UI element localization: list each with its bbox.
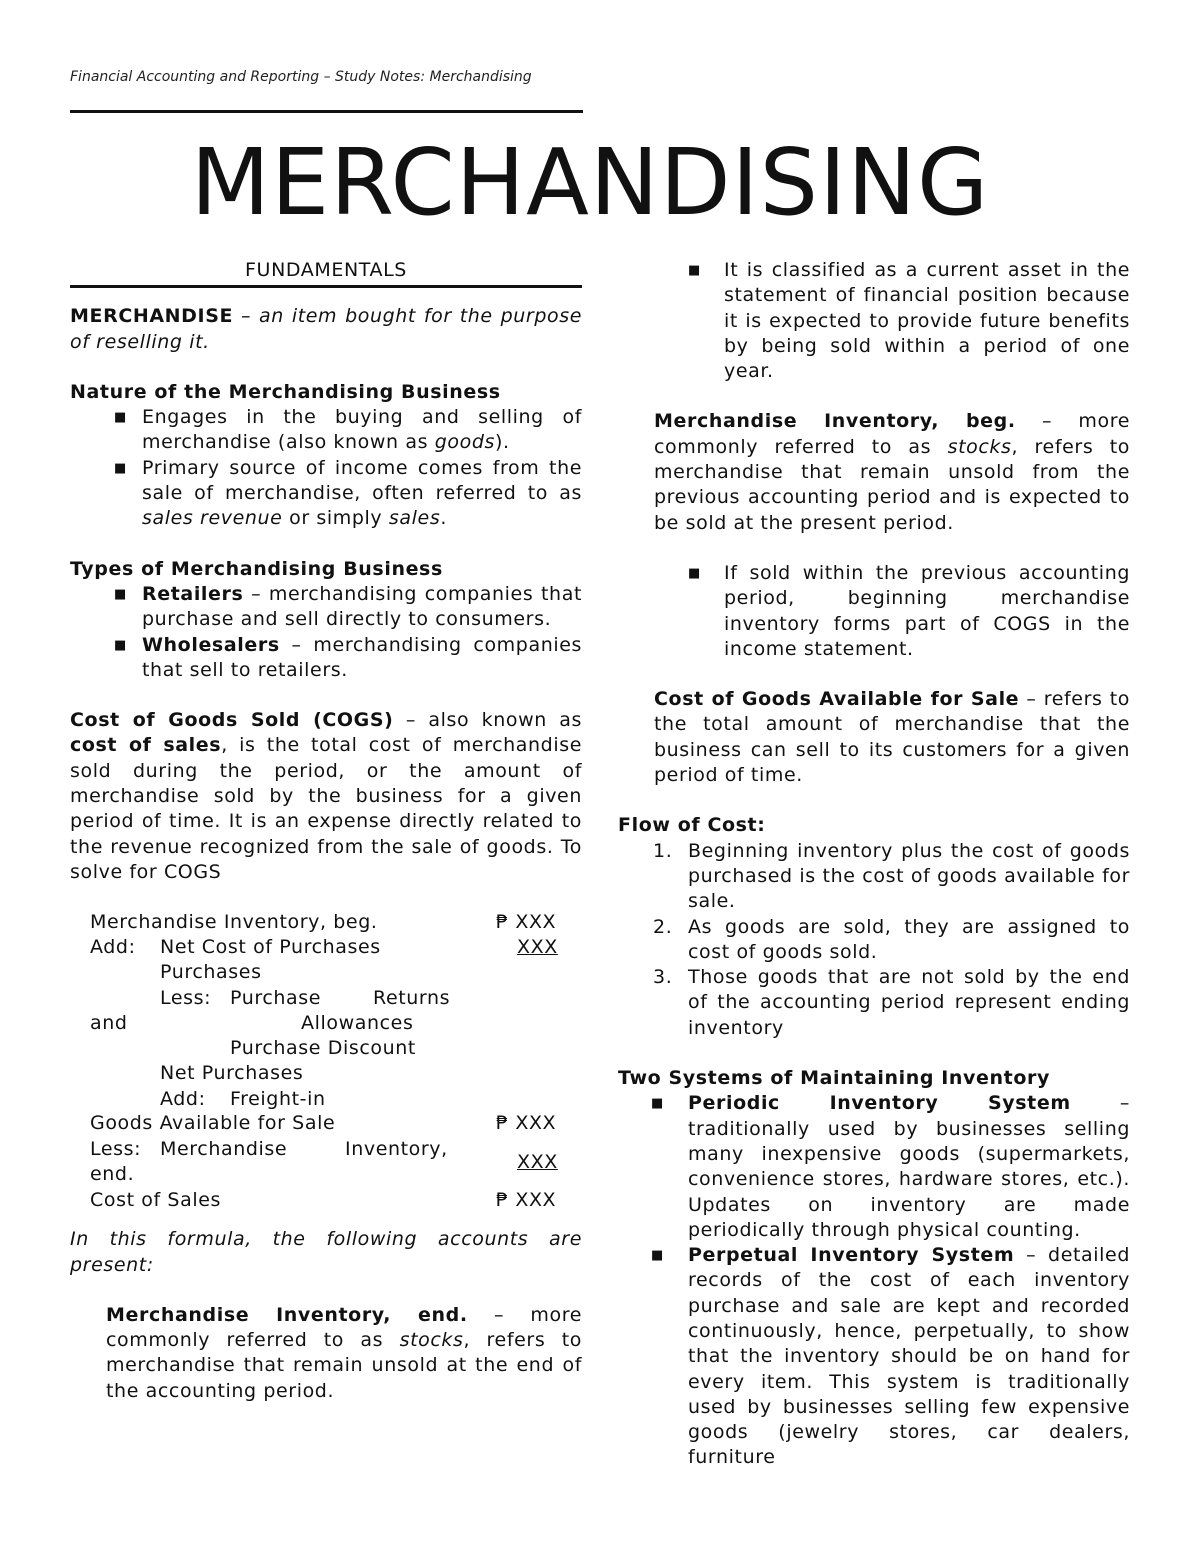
formula-add-label: Add:: [90, 936, 136, 959]
formula-gafs-label: Goods Available for Sale: [90, 1112, 336, 1135]
formula-purchases: Purchases: [160, 961, 262, 984]
list-item: ■ Primary source of income comes from the sale of merchandise, often referred to as sales revenue or simply sales.: [114, 456, 582, 530]
list-item: 2. As goods are sold, they are assigned to cost of goods sold.: [653, 915, 1130, 963]
left-column: [70, 258, 582, 1404]
systems-heading: Two Systems of Maintaining Inventory: [618, 1067, 1050, 1090]
cgas-definition: Cost of Goods Available for Sale – refers to the total amount of merchandise that the business can sell to its customers for a given period of time.: [654, 688, 1130, 787]
formula-ncp-label: Net Cost of Purchases: [160, 936, 381, 959]
list-item: ■ It is classified as a current asset in the statement of financial position because it is expected to provide future benefits by being sold within a period of one year.: [688, 259, 1130, 383]
formula-gafs-amount: ₱ XXX: [496, 1112, 557, 1135]
mi-beg-definition: Merchandise Inventory, beg. – more commonly referred to as stocks, refers to merchandise that remain unsold from the previous accounting period and is expected to be sold at the present period.: [654, 410, 1130, 534]
list-item: ■ Periodic Inventory System – traditionally used by businesses selling many inexpensive goods (supermarkets, convenience stores, hardware stores, etc.). Updates on inventory are made periodically through physical counting.: [651, 1092, 1130, 1241]
square-bullet-icon: ■: [651, 1248, 664, 1264]
formula-beg-amount: ₱ XXX: [496, 911, 557, 934]
formula-end-label-2: Merchandise: [160, 1138, 288, 1161]
list-item: 1. Beginning inventory plus the cost of goods purchased is the cost of goods available for sale.: [653, 839, 1130, 913]
page-title: MERCHANDISING: [190, 129, 990, 236]
square-bullet-icon: ■: [114, 586, 127, 602]
beg-bullet-list: [618, 561, 1130, 662]
types-heading: Types of Merchandising Business: [70, 557, 443, 580]
formula-cos-label: Cost of Sales: [90, 1189, 222, 1212]
square-bullet-icon: ■: [114, 460, 127, 476]
formula-end-label-3: Inventory,: [345, 1138, 448, 1161]
mi-end-definition: Merchandise Inventory, end. – more commonly referred to as stocks, refers to merchandise that remain unsold at the end of the accounting period.: [106, 1303, 583, 1402]
formula-note: In this formula, the following accounts are present:: [70, 1228, 582, 1276]
formula-end-amount: XXX: [517, 1151, 558, 1174]
formula-net-purchases: Net Purchases: [160, 1062, 304, 1085]
list-item: ■ Retailers – merchandising companies that purchase and sell directly to consumers.: [114, 582, 582, 631]
formula-ncp-amount: XXX: [517, 936, 558, 959]
formula-beg-label: Merchandise Inventory, beg.: [90, 911, 378, 934]
square-bullet-icon: ■: [688, 263, 701, 278]
formula-freight: Freight-in: [230, 1088, 326, 1111]
formula-cos-amount: ₱ XXX: [496, 1189, 557, 1212]
definition-term: MERCHANDISE: [70, 305, 234, 328]
formula-returns-4: Allowances: [301, 1012, 414, 1035]
running-header: Financial Accounting and Reporting – Study Notes: Merchandising: [70, 69, 532, 85]
header-rule: [70, 110, 583, 113]
systems-list: [618, 1091, 1130, 1470]
nature-list: [70, 405, 582, 531]
types-list: [70, 582, 582, 683]
formula-returns-1: Purchase: [230, 987, 322, 1010]
flow-heading: Flow of Cost:: [618, 814, 766, 837]
section-heading-fundamentals: FUNDAMENTALS: [70, 258, 582, 288]
square-bullet-icon: ■: [114, 637, 127, 653]
formula-end-label-4: end.: [90, 1163, 135, 1186]
formula-add2-label: Add:: [160, 1088, 206, 1111]
list-item: ■ If sold within the previous accounting period, beginning merchandise inventory forms part of COGS in the income statement.: [688, 561, 1130, 660]
list-item: 3. Those goods that are not sold by the end of the accounting period represent ending inventory: [653, 966, 1130, 1039]
flow-list: [618, 839, 1130, 1041]
list-item: ■ Perpetual Inventory System – detailed records of the cost of each inventory purchase and sale are kept and recorded continuously, hence, perpetually, to show that the inventory should be on hand for every item. This system is traditionally used by businesses selling few expensive goods (jewelry stores, car dealers, furniture: [651, 1244, 1130, 1469]
cogs-formula: [70, 910, 582, 1215]
definition-text: – an item bought for the purpose of reselling it.: [70, 305, 582, 353]
right-column: [618, 258, 1130, 1471]
square-bullet-icon: ■: [688, 565, 701, 581]
square-bullet-icon: ■: [114, 410, 127, 426]
list-item: ■ Wholesalers – merchandising companies that sell to retailers.: [114, 633, 582, 681]
formula-end-label-1: Less:: [90, 1138, 142, 1161]
formula-less-label: Less:: [160, 987, 212, 1010]
list-item: ■ Engages in the buying and selling of merchandise (also known as goods).: [114, 406, 582, 454]
cogs-paragraph: Cost of Goods Sold (COGS) – also known as cost of sales, is the total cost of merchandise sold during the period, or the amount of merchandise sold by the business for a given period of time. It is an expense directly related to the revenue recognized from the sale of goods. To solve for COGS: [70, 709, 582, 883]
nature-heading: Nature of the Merchandising Business: [70, 380, 501, 403]
formula-returns-2: Returns: [373, 987, 451, 1010]
square-bullet-icon: ■: [651, 1096, 664, 1112]
formula-returns-3: and: [90, 1012, 128, 1035]
merchandise-definition: [70, 304, 582, 355]
asset-bullet-list: [618, 258, 1130, 384]
formula-discount: Purchase Discount: [230, 1037, 416, 1060]
